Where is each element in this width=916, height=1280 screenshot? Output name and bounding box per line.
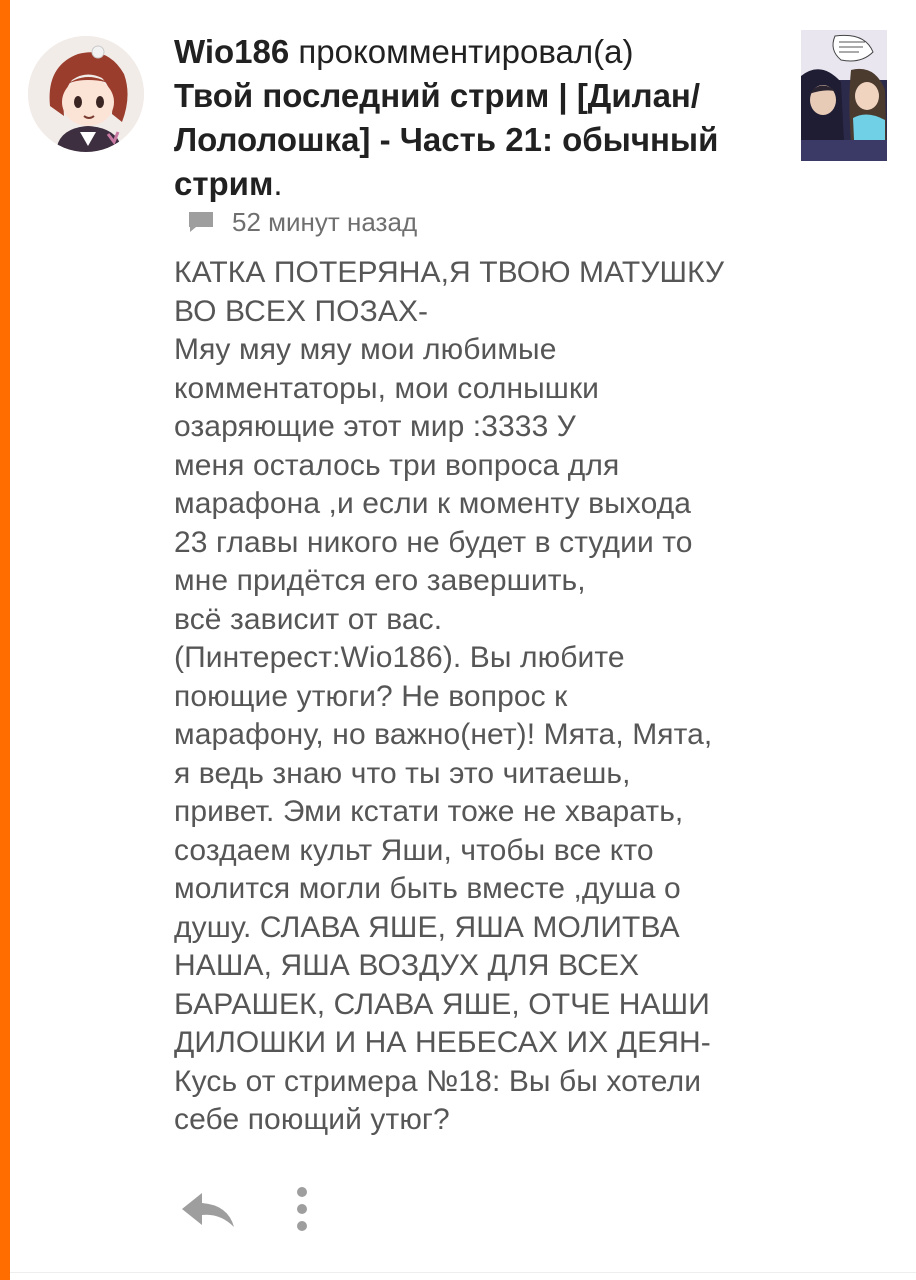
comment-line: создаем культ Яши, чтобы все кто	[174, 833, 654, 867]
reply-icon[interactable]	[180, 1189, 236, 1229]
action-text: прокомментировал(а)	[289, 33, 634, 70]
comment-line: озаряющие этот мир :3333 У	[174, 410, 576, 443]
comment-time: 52 минут назад	[232, 206, 418, 237]
title-suffix: .	[273, 165, 283, 202]
story-cover-art	[801, 30, 887, 161]
comment-line: Мяу мяу мяу мои любимые	[174, 333, 557, 366]
comment-line: всё зависит от вас.	[174, 602, 443, 636]
comment-text	[174, 254, 774, 1140]
comment-line: Кусь от стримера №18: Вы бы хотели	[174, 1064, 702, 1098]
comment-line: привет. Эми кстати тоже не хварать,	[174, 795, 684, 828]
divider	[10, 1272, 916, 1273]
comment-line: душу. СЛАВА ЯШЕ, ЯША МОЛИТВА	[174, 910, 680, 944]
notification-title[interactable]	[174, 30, 774, 206]
comment-line: мне придётся его завершить,	[174, 564, 586, 597]
comment-line: ВО ВСЕХ ПОЗАХ-	[174, 294, 429, 328]
comment-line: молится могли быть вместе ,душа о	[174, 872, 681, 905]
comment-line: марафона ,и если к моменту выхода	[174, 487, 692, 520]
comment-line: меня осталось три вопроса для	[174, 448, 620, 482]
story-thumbnail[interactable]	[801, 30, 887, 161]
comment-line: КАТКА ПОТЕРЯНА,Я ТВОЮ МАТУШКУ	[174, 256, 725, 289]
comment-line: комментаторы, мои солнышки	[174, 371, 600, 405]
avatar-drawing	[28, 36, 144, 152]
story-title[interactable]: Твой последний стрим | [Дилан/ Лололошка] - Часть 21: обычный стрим	[174, 77, 719, 202]
comment-line: поющие утюги? Не вопрос к	[174, 679, 568, 713]
comment-line: ДИЛОШКИ И НА НЕБЕСАХ ИХ ДЕЯН-	[174, 1026, 711, 1059]
comment-line: себе поющий утюг?	[174, 1103, 450, 1136]
comment-line: БАРАШЕК, СЛАВА ЯШЕ, ОТЧЕ НАШИ	[174, 987, 710, 1021]
comment-line: марафону, но важно(нет)! Мята, Мята,	[174, 718, 713, 751]
comment-line: я ведь знаю что ты это читаешь,	[174, 756, 631, 790]
comment-actions	[180, 1184, 310, 1234]
user-avatar[interactable]	[28, 36, 144, 152]
unread-accent-bar	[0, 0, 10, 1280]
comment-line: 23 главы никого не будет в студии то	[174, 525, 693, 559]
comment-meta	[188, 202, 417, 242]
author-name[interactable]: Wio186	[174, 33, 290, 70]
comment-line: (Пинтерест:Wio186). Вы любите	[174, 641, 625, 674]
more-vertical-icon[interactable]	[294, 1186, 310, 1232]
comment-line: НАША, ЯША ВОЗДУХ ДЛЯ ВСЕХ	[174, 949, 640, 982]
comment-icon	[188, 211, 214, 233]
